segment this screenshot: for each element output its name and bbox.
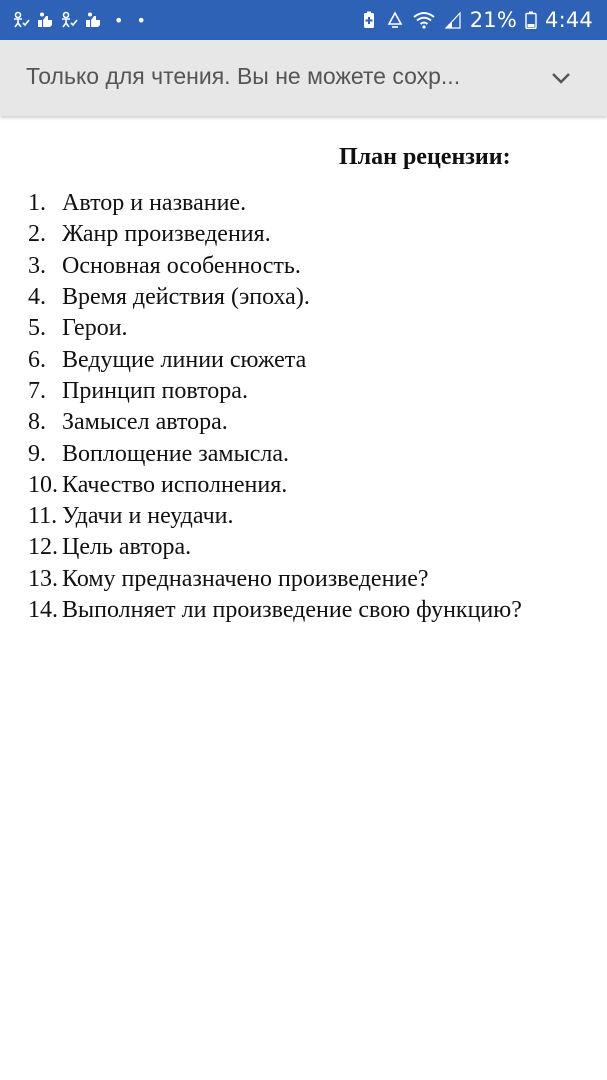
list-item-text: Удачи и неудачи.	[62, 503, 234, 530]
list-item-text: Время действия (эпоха).	[62, 284, 310, 311]
notification-dots: • •	[114, 10, 150, 30]
list-item	[28, 532, 522, 563]
list-item-text: Качество исполнения.	[62, 471, 288, 498]
list-item	[28, 188, 522, 219]
list-item	[28, 376, 522, 407]
list-item-number: 11.	[28, 503, 58, 530]
list-item-number: 9.	[28, 440, 46, 467]
document-title: План рецензии:	[339, 144, 511, 170]
list-item-number: 8.	[28, 409, 46, 436]
list-item-text: Цель автора.	[62, 534, 192, 561]
list-item	[28, 282, 522, 313]
recycle-icon	[386, 11, 404, 29]
list-item-text: Герои.	[62, 315, 128, 342]
list-item-text: Жанр произведения.	[62, 221, 271, 248]
accessibility-check-icon	[60, 11, 78, 29]
list-item	[28, 501, 522, 532]
list-item	[28, 595, 522, 626]
list-item	[28, 438, 522, 469]
list-item-text: Ведущие линии сюжета	[62, 346, 307, 373]
battery-icon	[525, 11, 537, 29]
status-bar	[0, 0, 607, 40]
review-plan-list	[28, 188, 522, 626]
clock: 4:44	[545, 8, 593, 32]
status-left-icons	[12, 0, 150, 40]
wifi-icon	[412, 11, 436, 29]
list-item-number: 14.	[28, 597, 58, 623]
list-item-text: Автор и название.	[62, 190, 247, 217]
list-item	[28, 344, 522, 375]
thumbs-up-icon	[36, 11, 54, 29]
list-item-number: 2.	[28, 221, 46, 248]
signal-icon	[444, 11, 462, 29]
accessibility-check-icon	[12, 11, 30, 29]
battery-saver-icon	[360, 11, 378, 29]
list-item-text: Основная особенность.	[62, 252, 301, 279]
read-only-banner[interactable]	[0, 40, 607, 116]
list-item-number: 6.	[28, 346, 46, 373]
list-item-number: 4.	[28, 284, 46, 311]
list-item	[28, 251, 522, 282]
list-item-text: Принцип повтора.	[62, 377, 248, 404]
list-item-number: 5.	[28, 315, 46, 342]
list-item-number: 10.	[28, 471, 58, 498]
list-item	[28, 407, 522, 438]
list-item-number: 7.	[28, 377, 46, 404]
list-item	[28, 470, 522, 501]
thumbs-up-icon	[84, 11, 102, 29]
read-only-message: Только для чтения. Вы не можете сохр...	[26, 63, 461, 89]
list-item-text: Кому предназначено произведение?	[62, 565, 429, 592]
status-right-icons	[360, 0, 593, 40]
list-item	[28, 313, 522, 344]
battery-percent: 21%	[469, 8, 518, 32]
list-item	[28, 564, 522, 595]
list-item-text: Воплощение замысла.	[62, 440, 290, 467]
chevron-down-icon[interactable]	[549, 68, 573, 88]
list-item-number: 1.	[28, 190, 46, 217]
list-item-number: 13.	[28, 565, 58, 592]
list-item-text: Выполняет ли произведение свою функцию?	[62, 597, 522, 623]
list-item-number: 12.	[28, 534, 58, 561]
list-item-text: Замысел автора.	[62, 409, 228, 436]
list-item	[28, 219, 522, 250]
list-item-number: 3.	[28, 252, 46, 279]
